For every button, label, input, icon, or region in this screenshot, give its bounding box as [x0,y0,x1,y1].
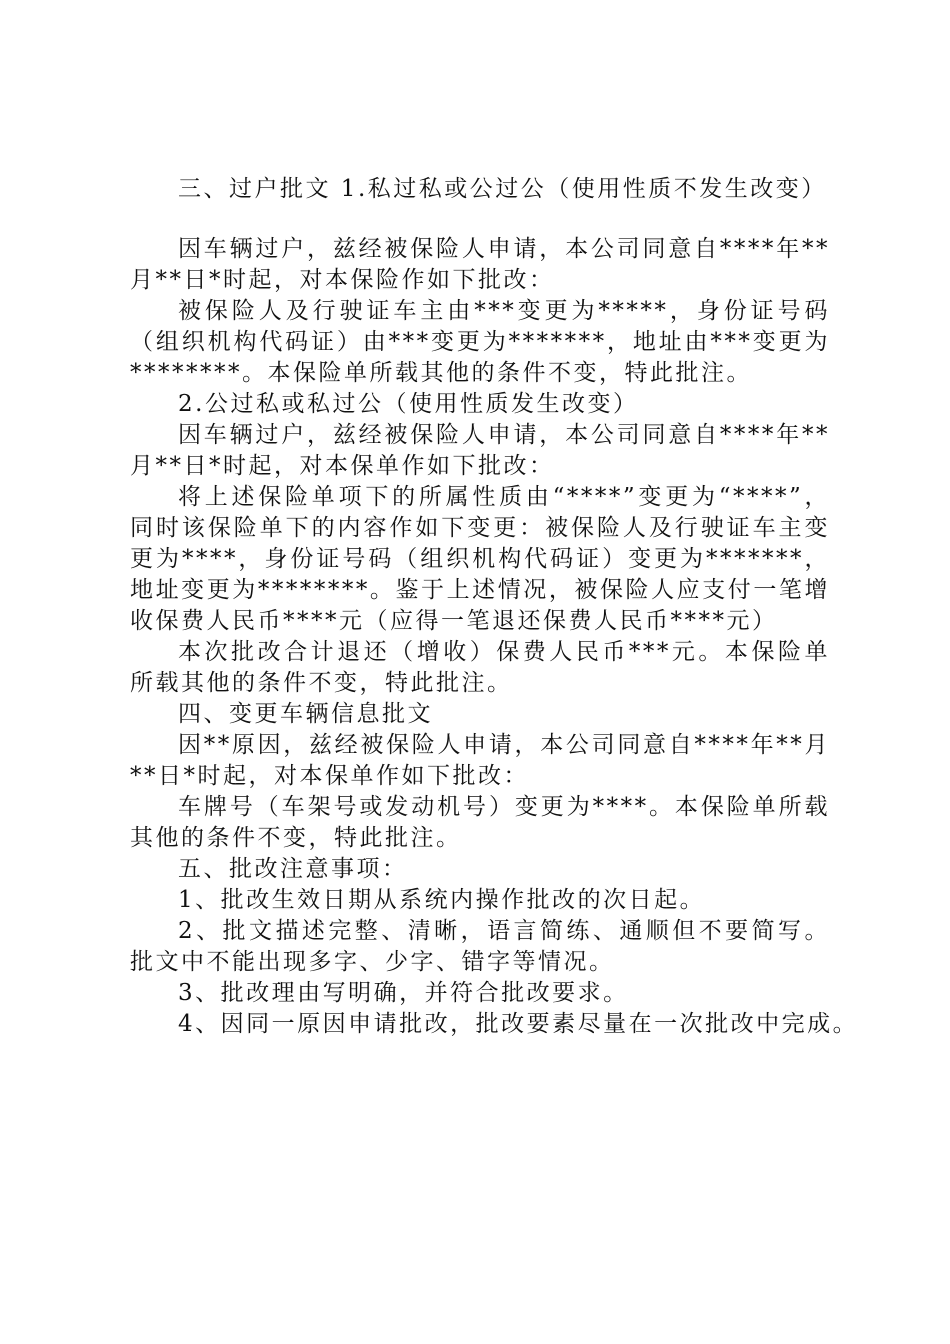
paragraph-premium-total: 本次批改合计退还（增收）保费人民币***元。本保险单所载其他的条件不变，特此批注。 [130,639,830,696]
document-body [130,174,859,1040]
section-heading-transfer: 三、过户批文 1.私过私或公过公（使用性质不发生改变） [178,176,827,202]
paragraph-transfer-intro: 因车辆过户，兹经被保险人申请，本公司同意自****年**月**日*时起，对本保险作如下批改： [130,236,830,293]
section-heading-vehicle-info: 四、变更车辆信息批文 [178,701,433,727]
section-heading-notes: 五、批改注意事项： [178,856,408,882]
subheading-public-private: 2.公过私或私过公（使用性质发生改变） [178,391,639,417]
paragraph-transfer-change: 被保险人及行驶证车主由***变更为*****，身份证号码（组织机构代码证）由***变更为*******，地址由***变更为********。本保险单所载其他的条件不变，特此批注。 [130,298,830,386]
note-item-4: 4、因同一原因申请批改，批改要素尽量在一次批改中完成。 [178,1011,859,1037]
note-item-1: 1、批改生效日期从系统内操作批改的次日起。 [178,887,706,913]
note-item-2: 2、批文描述完整、清晰，语言简练、通顺但不要简写。批文中不能出现多字、少字、错字等情况。 [130,918,830,975]
paragraph-vehicle-info-intro: 因**原因，兹经被保险人申请，本公司同意自****年**月**日*时起，对本保单作如下批改： [130,732,830,789]
paragraph-public-private-intro: 因车辆过户，兹经被保险人申请，本公司同意自****年**月**日*时起，对本保单作如下批改： [130,422,830,479]
paragraph-public-private-change: 将上述保险单项下的所属性质由“****”变更为“****”，同时该保险单下的内容作如下变更：被保险人及行驶证车主变更为****，身份证号码（组织机构代码证）变更为*******，地址变更为********。鉴于上述情况，被保险人应支付一笔增收保费人民币****元（应得一笔退还保费人民币****元） [130,484,830,634]
paragraph-vehicle-info-change: 车牌号（车架号或发动机号）变更为****。本保险单所载其他的条件不变，特此批注。 [130,794,830,851]
note-item-3: 3、批改理由写明确，并符合批改要求。 [178,980,629,1006]
